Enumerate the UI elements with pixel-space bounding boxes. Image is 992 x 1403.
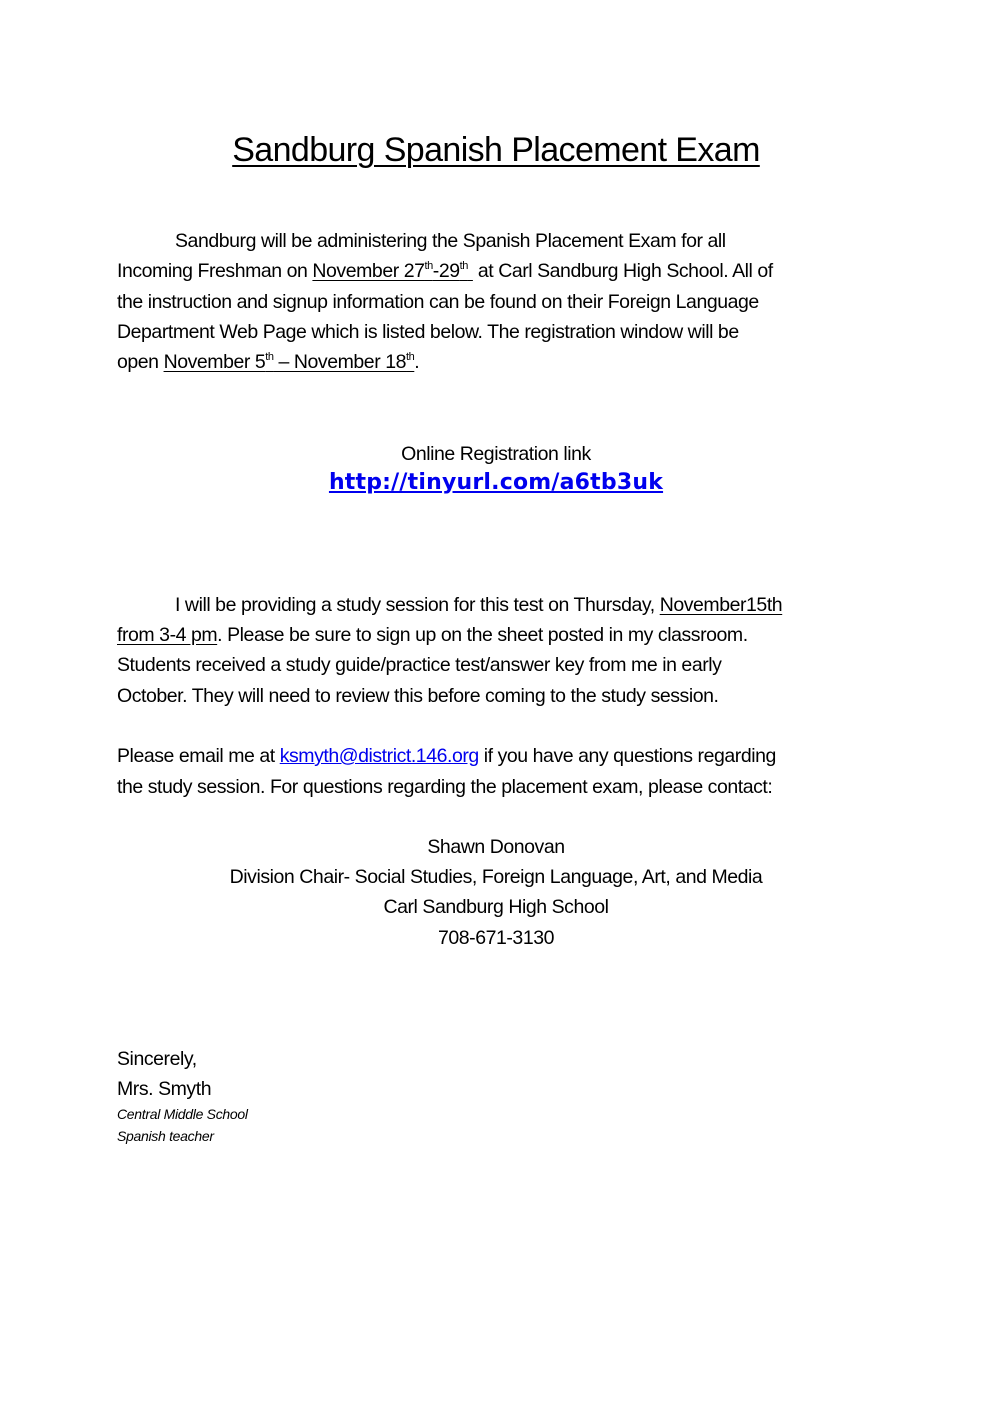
- contact-role: Division Chair- Social Studies, Foreign Language, Art, and Media: [229, 866, 763, 888]
- text-line: Please email me at ksmyth@district.146.org if you have any questions regarding: [117, 745, 776, 767]
- contact-phone: 708-671-3130: [437, 927, 555, 949]
- text-line: the study session. For questions regarding the placement exam, please contact:: [117, 776, 773, 798]
- exam-dates: November 27th-29th: [312, 260, 468, 282]
- contact-school: Carl Sandburg High School: [383, 896, 609, 918]
- signature-name: Mrs. Smyth: [117, 1078, 212, 1100]
- contact-name: Shawn Donovan: [427, 836, 565, 858]
- text-line: I will be providing a study session for this test on Thursday, November15th: [175, 594, 783, 616]
- salutation: Sincerely,: [117, 1048, 197, 1070]
- text-line: Sandburg will be administering the Spanish Placement Exam for all: [175, 230, 726, 252]
- signature-position: Spanish teacher: [117, 1128, 214, 1144]
- registration-link[interactable]: http://tinyurl.com/a6tb3uk: [328, 470, 664, 495]
- text-line: from 3-4 pm. Please be sure to sign up on the sheet posted in my classroom.: [117, 624, 748, 646]
- email-link[interactable]: ksmyth@district.146.org: [279, 745, 479, 767]
- signature-school: Central Middle School: [117, 1106, 248, 1122]
- text-line: Department Web Page which is listed below. The registration window will be: [117, 321, 739, 343]
- text-line: the instruction and signup information can be found on their Foreign Language: [117, 291, 759, 313]
- text-line: October. They will need to review this before coming to the study session.: [117, 685, 719, 707]
- text-line: Students received a study guide/practice test/answer key from me in early: [117, 654, 722, 676]
- page-title: Sandburg Spanish Placement Exam: [232, 131, 760, 169]
- text-line: Incoming Freshman on November 27th-29th at Carl Sandburg High School. All of: [117, 260, 773, 282]
- registration-label: Online Registration link: [401, 443, 591, 465]
- text-line: open November 5th – November 18th.: [117, 351, 420, 373]
- registration-dates: November 5th – November 18th: [163, 351, 415, 373]
